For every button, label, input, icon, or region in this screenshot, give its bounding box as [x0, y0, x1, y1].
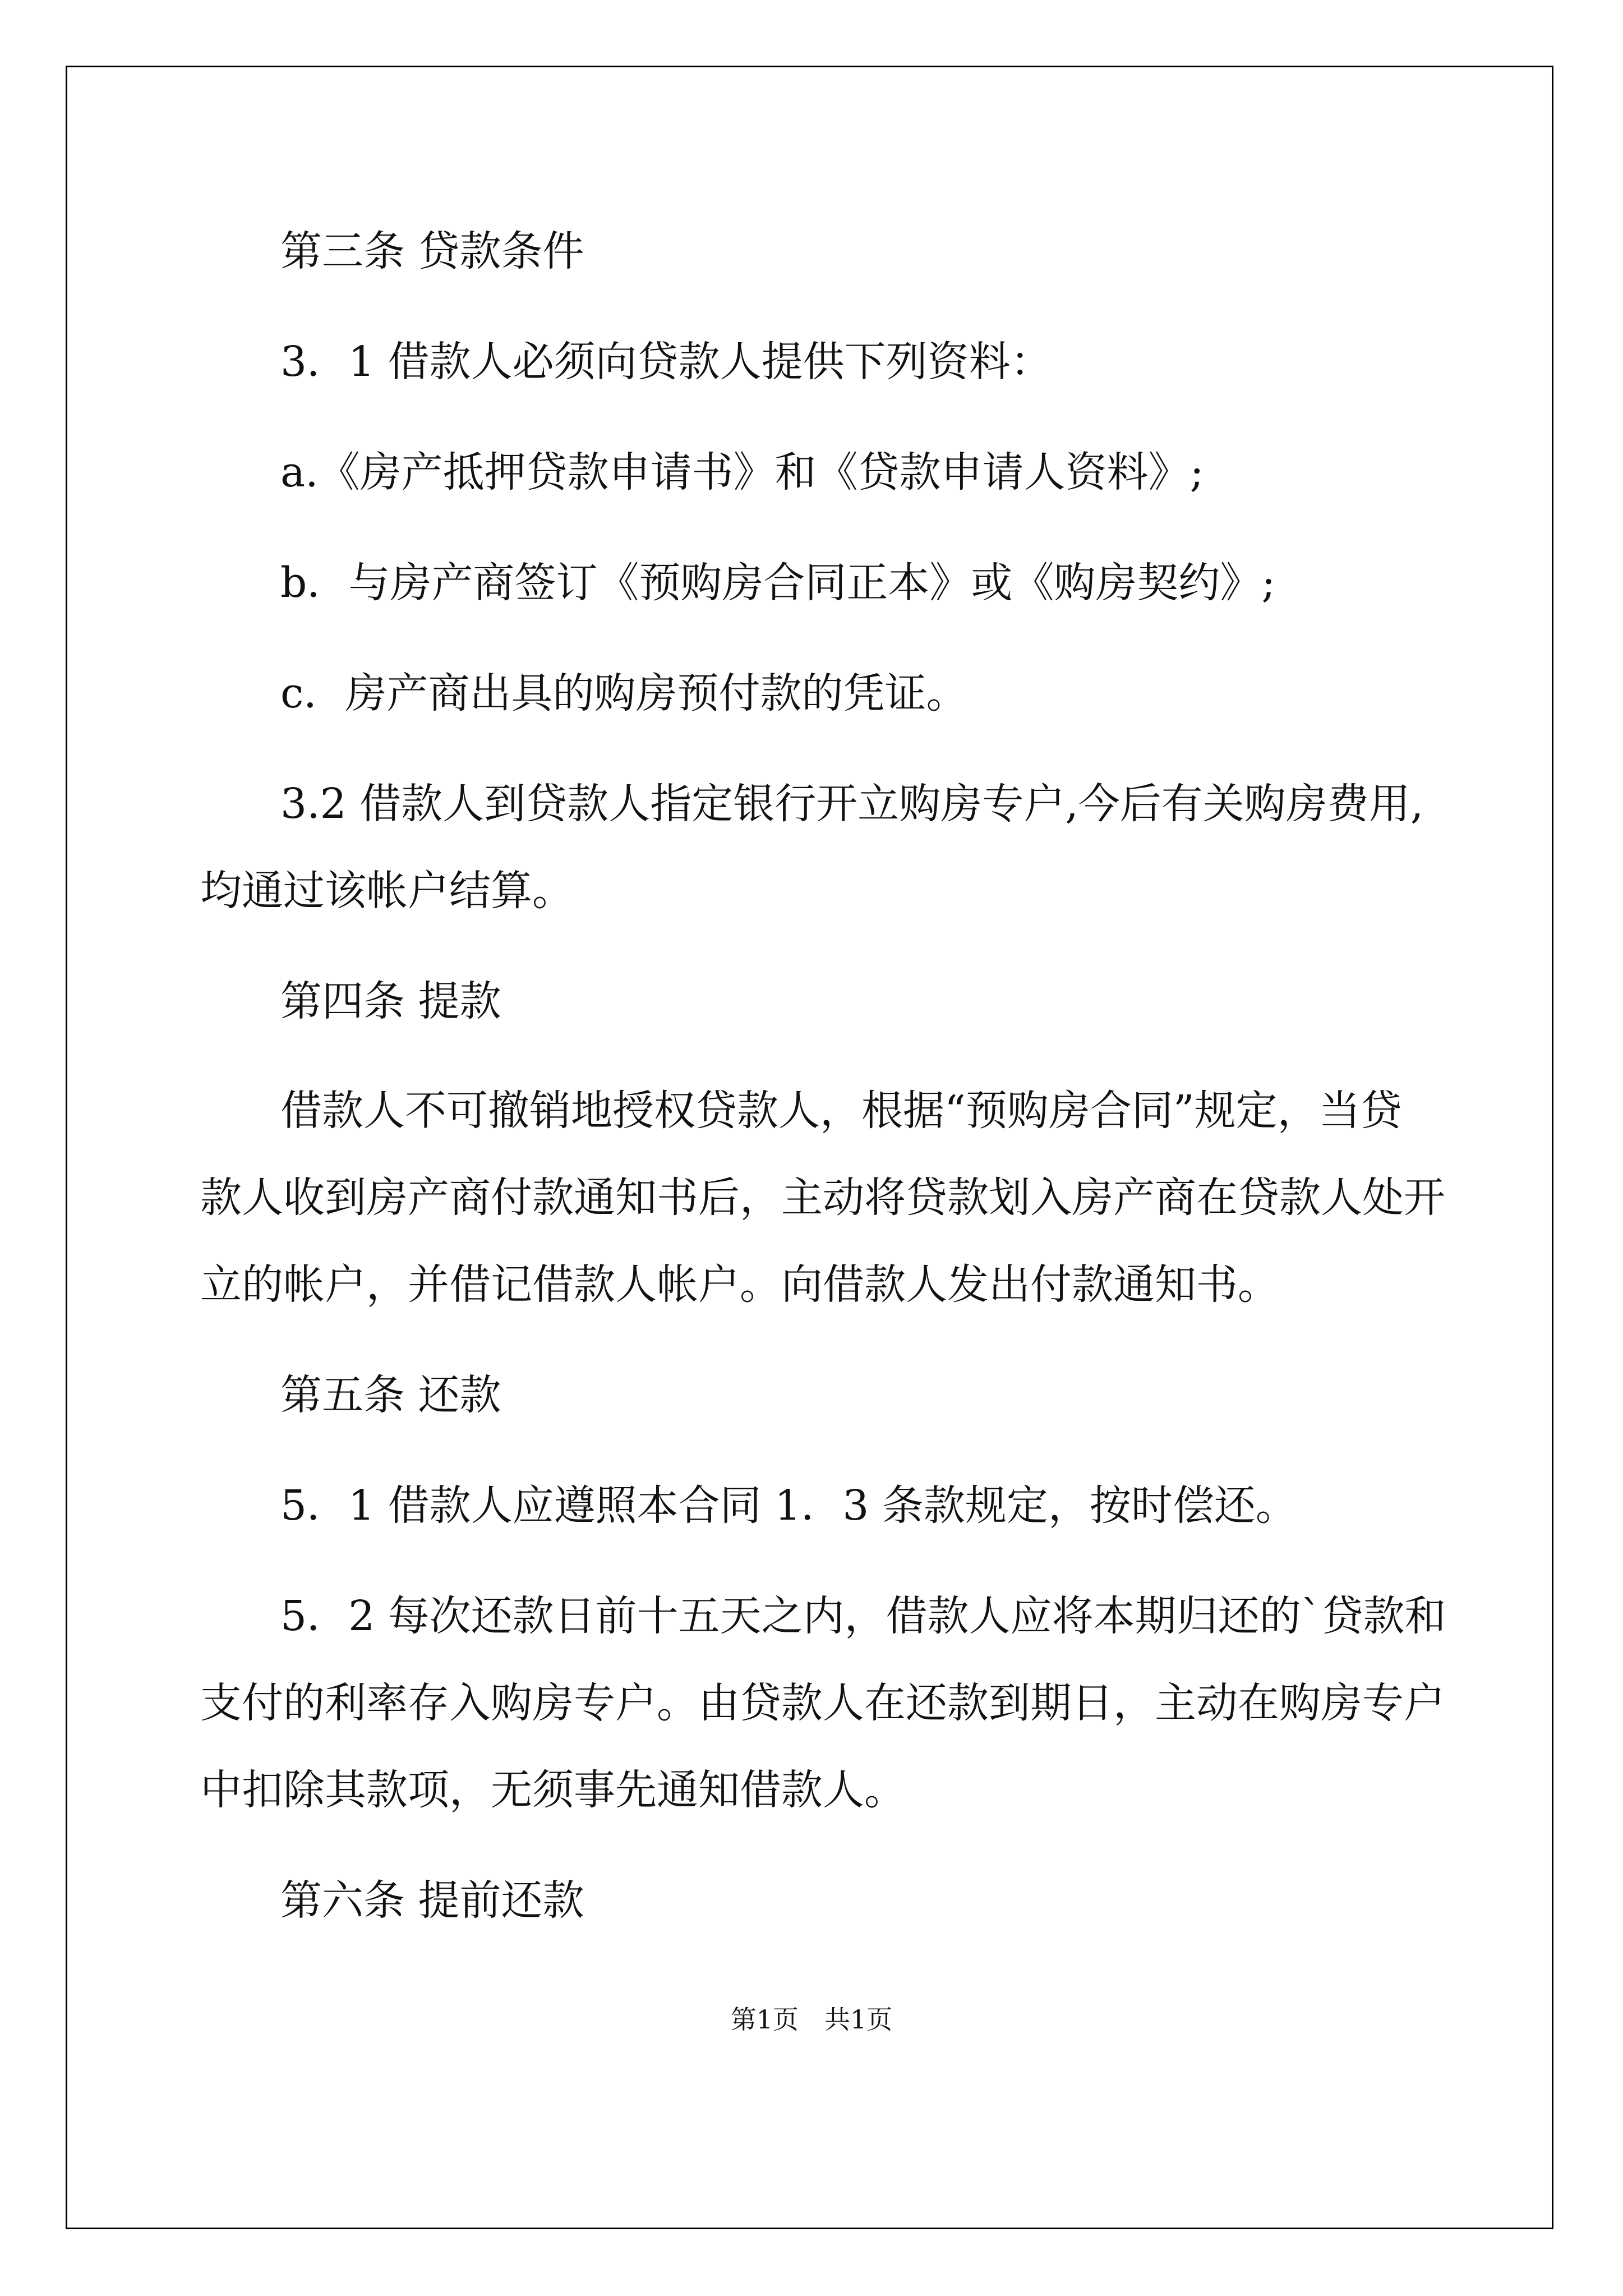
paragraph-5-2-line-1: 5．2 每次还款日前十五天之内，借款人应将本期归还的`贷款和 [280, 1592, 1446, 1640]
paragraph-5-2-line-3: 中扣除其款项，无须事先通知借款人。 [200, 1766, 906, 1814]
list-item-a: a.《房产抵押贷款申请书》和《贷款申请人资料》; [280, 448, 1204, 496]
paragraph-4-line-3: 立的帐户，并借记借款人帐户。向借款人发出付款通知书。 [200, 1260, 1279, 1309]
heading-article-5: 第五条 还款 [280, 1371, 501, 1419]
heading-article-3: 第三条 贷款条件 [280, 227, 584, 275]
paragraph-3-1: 3．1 借款人必须向贷款人提供下列资料： [280, 338, 1052, 386]
list-item-b: b．与房产商签订《预购房合同正本》或《购房契约》; [280, 559, 1276, 607]
paragraph-5-2-line-2: 支付的利率存入购房专户。由贷款人在还款到期日，主动在购房专户 [200, 1679, 1445, 1727]
heading-article-4: 第四条 提款 [280, 977, 501, 1025]
paragraph-4-line-2: 款人收到房产商付款通知书后，主动将贷款划入房产商在贷款人处开 [200, 1174, 1445, 1222]
paragraph-3-2-line-2: 均通过该帐户结算。 [200, 867, 574, 915]
paragraph-4-line-1: 借款人不可撤销地授权贷款人，根据“预购房合同”规定，当贷 [280, 1087, 1402, 1135]
paragraph-3-2-line-1: 3.2 借款人到贷款人指定银行开立购房专户,今后有关购房费用, [280, 780, 1424, 828]
paragraph-5-1: 5．1 借款人应遵照本合同 1．3 条款规定，按时偿还。 [280, 1481, 1297, 1530]
page-footer: 第1页 共1页 [730, 2004, 893, 2035]
list-item-c: c．房产商出具的购房预付款的凭证。 [280, 669, 968, 717]
heading-article-6: 第六条 提前还款 [280, 1876, 584, 1925]
